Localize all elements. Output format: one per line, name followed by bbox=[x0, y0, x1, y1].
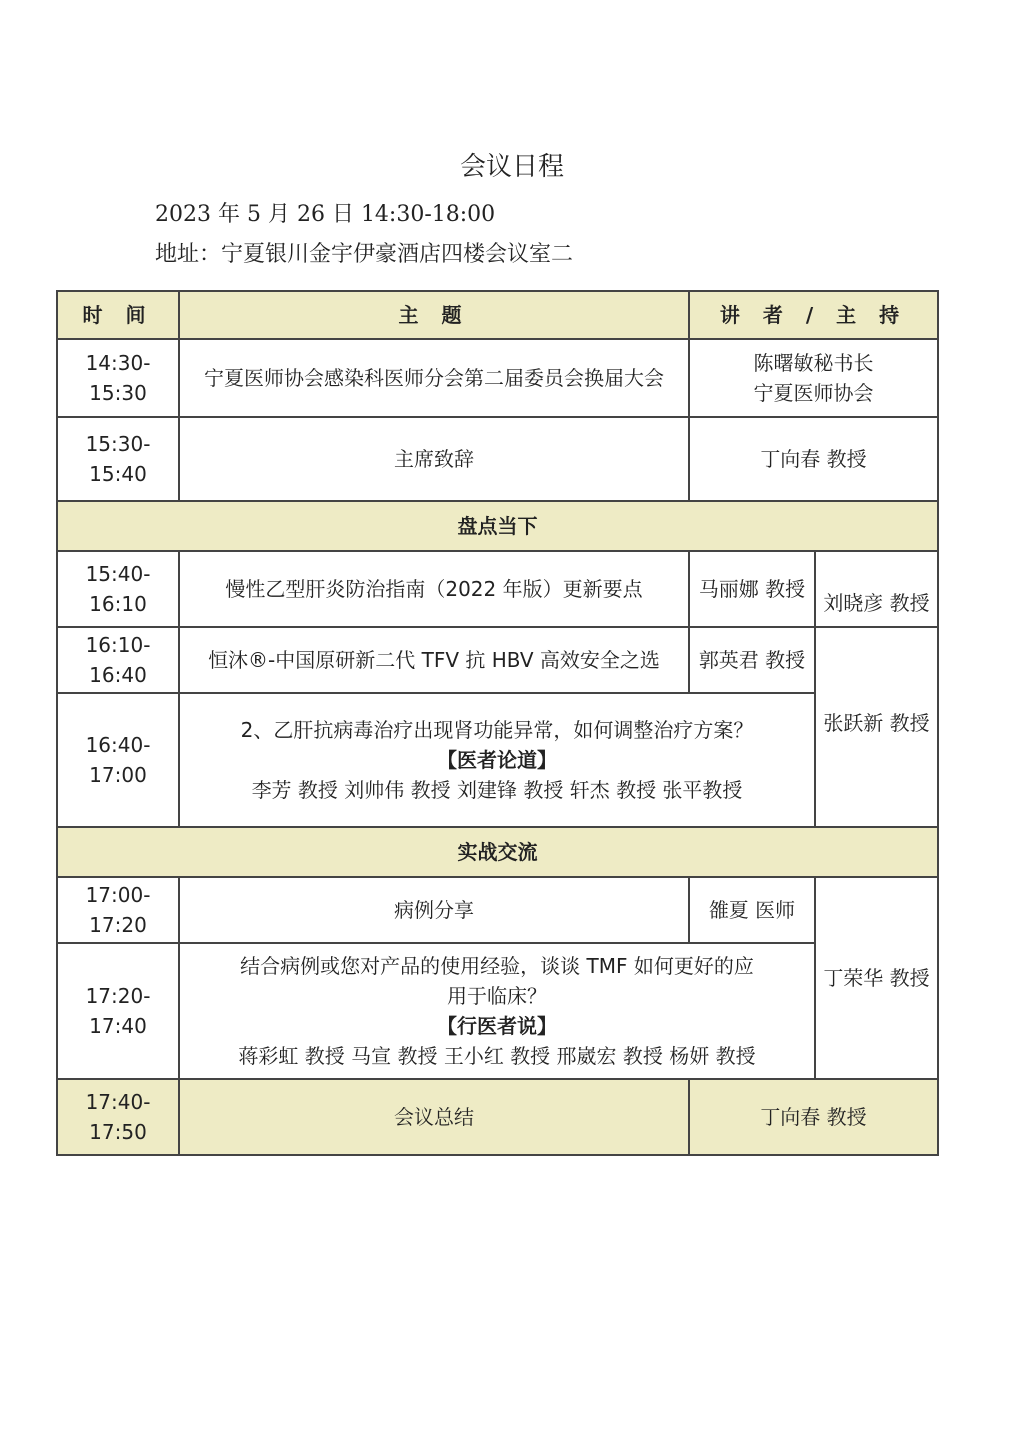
section-title: 实战交流 bbox=[57, 827, 938, 877]
row-speaker bbox=[689, 339, 938, 417]
table-row bbox=[57, 1079, 938, 1155]
row-time: 14:30-15:30 bbox=[57, 339, 179, 417]
row-time: 17:20-17:40 bbox=[57, 943, 179, 1079]
header-time: 时 间 bbox=[57, 291, 179, 339]
topic-line: 李芳 教授 刘帅伟 教授 刘建锋 教授 轩杰 教授 张平教授 bbox=[251, 778, 743, 802]
row-speaker: 雒夏 医师 bbox=[689, 877, 815, 943]
speaker-line: 宁夏医师协会 bbox=[753, 381, 874, 405]
row-host: 丁荣华 教授 bbox=[815, 877, 938, 1079]
meeting-date: 2023 年 5 月 26 日 14:30-18:00 bbox=[155, 202, 496, 227]
row-time: 16:10-16:40 bbox=[57, 627, 179, 693]
table-row bbox=[57, 551, 938, 627]
row-speaker: 丁向春 教授 bbox=[689, 417, 938, 501]
row-speaker: 郭英君 教授 bbox=[689, 627, 815, 693]
row-topic: 主席致辞 bbox=[179, 417, 689, 501]
row-time: 15:40-16:10 bbox=[57, 551, 179, 627]
table-header bbox=[57, 291, 938, 339]
section-title: 盘点当下 bbox=[57, 501, 938, 551]
row-topic bbox=[179, 693, 815, 827]
header-speaker: 讲 者 / 主 持 bbox=[689, 291, 938, 339]
row-time: 16:40-17:00 bbox=[57, 693, 179, 827]
speaker-line: 陈曙敏秘书长 bbox=[753, 351, 874, 375]
meeting-address: 地址：宁夏银川金宇伊豪酒店四楼会议室二 bbox=[155, 242, 574, 267]
row-time: 17:40-17:50 bbox=[57, 1079, 179, 1155]
row-topic: 慢性乙型肝炎防治指南（2022 年版）更新要点 bbox=[179, 551, 689, 627]
topic-line: 【医者论道】 bbox=[437, 748, 557, 772]
row-host: 张跃新 教授 bbox=[815, 627, 938, 827]
row-time: 15:30-15:40 bbox=[57, 417, 179, 501]
row-host: 刘晓彦 教授 bbox=[815, 551, 938, 627]
table-row bbox=[57, 877, 938, 943]
row-topic: 会议总结 bbox=[179, 1079, 689, 1155]
table-row bbox=[57, 693, 938, 827]
table-row bbox=[57, 627, 938, 693]
topic-line: 【行医者说】 bbox=[437, 1014, 557, 1038]
row-time: 17:00-17:20 bbox=[57, 877, 179, 943]
schedule-table bbox=[56, 290, 939, 1156]
section-row bbox=[57, 501, 938, 551]
topic-line: 结合病例或您对产品的使用经验，谈谈 TMF 如何更好的应 bbox=[240, 954, 754, 978]
row-speaker: 马丽娜 教授 bbox=[689, 551, 815, 627]
header-topic: 主 题 bbox=[179, 291, 689, 339]
table-row bbox=[57, 339, 938, 417]
topic-line: 用于临床？ bbox=[447, 984, 547, 1008]
section-row bbox=[57, 827, 938, 877]
row-topic bbox=[179, 943, 815, 1079]
row-topic: 恒沐®-中国原研新二代 TFV 抗 HBV 高效安全之选 bbox=[179, 627, 689, 693]
row-topic: 宁夏医师协会感染科医师分会第二届委员会换届大会 bbox=[179, 339, 689, 417]
topic-line: 蒋彩虹 教授 马宣 教授 王小红 教授 邢崴宏 教授 杨妍 教授 bbox=[238, 1044, 756, 1068]
row-speaker: 丁向春 教授 bbox=[689, 1079, 938, 1155]
table-row bbox=[57, 417, 938, 501]
topic-line: 2、乙肝抗病毒治疗出现肾功能异常，如何调整治疗方案？ bbox=[240, 718, 754, 742]
row-topic: 病例分享 bbox=[179, 877, 689, 943]
page-title: 会议日程 bbox=[459, 152, 564, 182]
table-row bbox=[57, 943, 938, 1079]
